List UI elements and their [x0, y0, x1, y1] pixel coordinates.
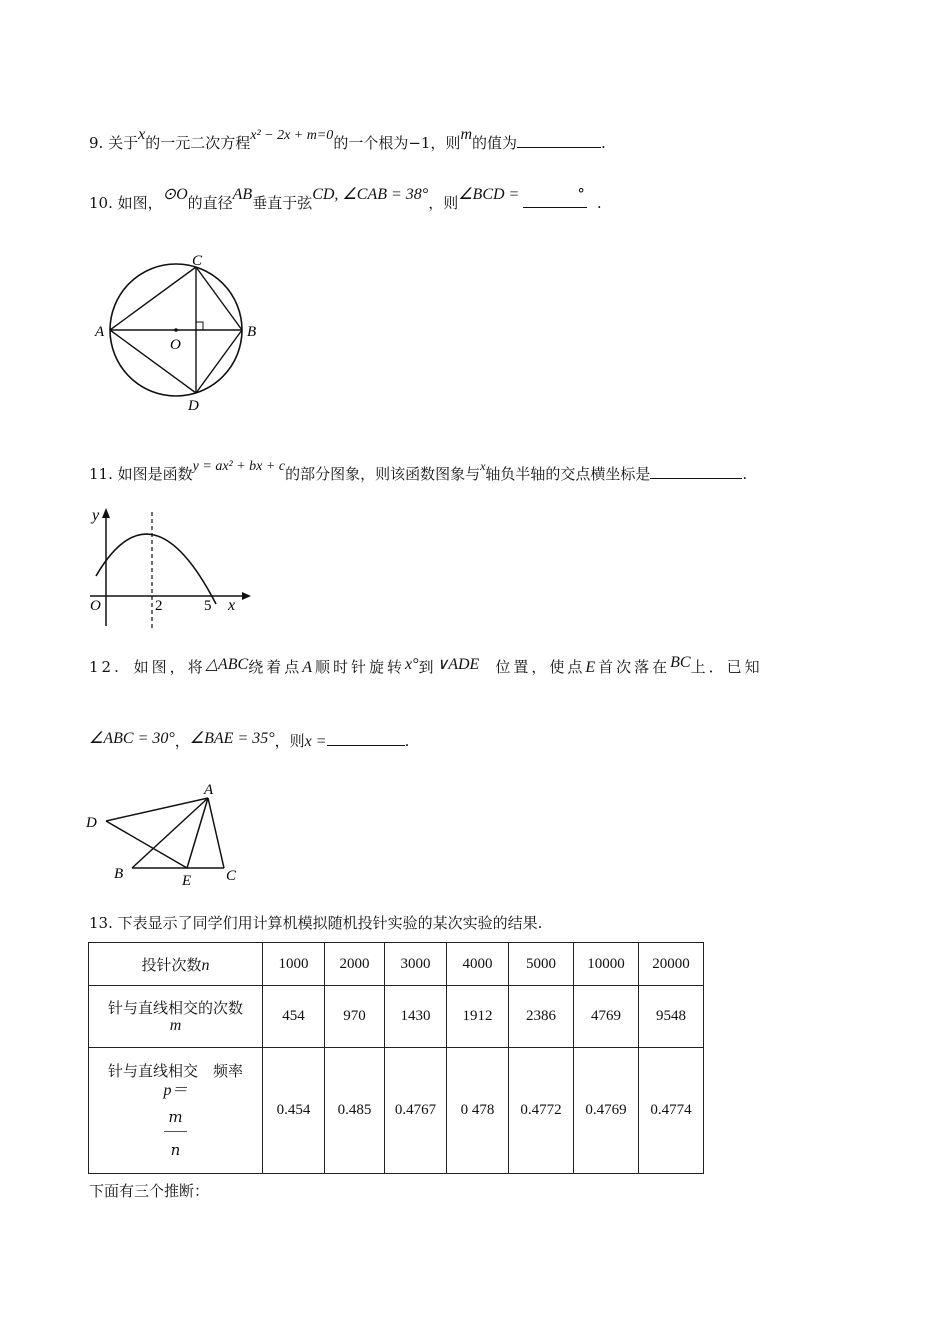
condition: CD, ∠CAB = 38° — [312, 186, 429, 203]
answer-blank — [650, 464, 742, 479]
table-cell: 4769 — [574, 986, 639, 1048]
question-13: 13. 下表显示了同学们用计算机模拟随机投针实验的某次实验的结果. — [89, 914, 543, 932]
var-m: m — [460, 126, 472, 143]
question-12-conditions: ∠ABC = 30°，∠BAE = 35°，则x = . — [89, 730, 410, 750]
equation: x² − 2x + m=0 — [250, 128, 334, 143]
angle-x: x° — [405, 656, 419, 673]
header-n: 投针次数n — [89, 943, 263, 986]
answer-blank — [517, 133, 601, 148]
table-row-p — [89, 1048, 704, 1174]
q13-number: 13. — [89, 914, 113, 932]
axis-y-label: y — [92, 507, 100, 524]
fraction-m-over-n: $\frac{m}{n}$ — [164, 1107, 186, 1160]
label-c: C — [192, 253, 203, 269]
table-row-m — [89, 986, 704, 1048]
circle-o: ⊙O — [162, 186, 188, 203]
triangle-abc: △ABC — [205, 656, 249, 673]
q10-number: 10. — [89, 194, 113, 212]
answer-blank — [327, 731, 405, 746]
table-cell: 970 — [325, 986, 385, 1048]
label-a: A — [204, 782, 214, 798]
table-cell: 0.4772 — [509, 1048, 574, 1174]
label-c: C — [226, 868, 237, 884]
origin-label: O — [90, 598, 101, 614]
table-cell: 454 — [263, 986, 325, 1048]
table-cell: 20000 — [639, 943, 704, 986]
table-cell: 10000 — [574, 943, 639, 986]
q11-number: 11. — [89, 465, 113, 483]
table-cell: 0.485 — [325, 1048, 385, 1174]
table-cell: 0.4774 — [639, 1048, 704, 1174]
table-cell: 4000 — [447, 943, 509, 986]
header-m: 针与直线相交的次数 m — [89, 986, 263, 1048]
table-cell: 2000 — [325, 943, 385, 986]
table-cell: 0 478 — [447, 1048, 509, 1174]
tick-5: 5 — [204, 598, 212, 614]
label-b: B — [247, 324, 257, 340]
segment-bc: BC — [670, 654, 691, 671]
var-x: x — [138, 126, 146, 143]
q9-number: 9. — [89, 134, 104, 152]
table-cell: 3000 — [385, 943, 447, 986]
table-cell: 0.454 — [263, 1048, 325, 1174]
label-o: O — [170, 337, 181, 353]
question-11: 11. 如图是函数y = ax² + bx + c的部分图象，则该函数图象与$^x$轴负半轴的交点横坐标是 . — [89, 459, 748, 483]
label-a: A — [95, 324, 105, 340]
inference-intro: 下面有三个推断： — [89, 1182, 210, 1200]
triangle-ade: ∨ADE — [436, 656, 480, 673]
question-10: 10. 如图，⊙O的直径AB垂直于弦CD, ∠CAB = 38°，则∠BCD = ° . — [89, 185, 602, 212]
tick-2: 2 — [155, 598, 163, 614]
figure-parabola — [86, 504, 256, 630]
function: y = ax² + bx + c — [192, 459, 286, 474]
header-p: 针与直线相交 频率 p＝ $\frac{m}{n}$ — [89, 1048, 263, 1174]
label-e: E — [182, 873, 192, 889]
question-12: 12. 如图，将△ABC绕着点A顺时针旋转x°到∨ADE 位置，使点E首次落在BC上．已知 — [89, 654, 763, 676]
table-row-n — [89, 943, 704, 986]
figure-triangles — [84, 778, 254, 890]
table-cell: 0.4767 — [385, 1048, 447, 1174]
table-cell: 9548 — [639, 986, 704, 1048]
condition-bae: ∠BAE = 35° — [189, 730, 275, 747]
table-cell: 1430 — [385, 986, 447, 1048]
label-d: D — [188, 398, 199, 414]
ask-angle: ∠BCD = — [458, 186, 520, 203]
axis-x-label: x — [228, 597, 236, 614]
label-d: D — [86, 815, 97, 831]
figure-circle — [90, 248, 270, 418]
experiment-table — [88, 942, 704, 1174]
var-x: x — [480, 459, 486, 473]
table-cell: 0.4769 — [574, 1048, 639, 1174]
table-cell: 2386 — [509, 986, 574, 1048]
ask-x: x = — [304, 733, 327, 750]
question-9: 9. 关于x的一元二次方程x² − 2x + m=0的一个根为−1，则m的值为 . — [89, 126, 606, 152]
condition-abc: ∠ABC = 30° — [89, 730, 175, 747]
table-cell: 1912 — [447, 986, 509, 1048]
label-b: B — [114, 866, 124, 882]
diameter-ab: AB — [232, 186, 253, 203]
table-cell: 5000 — [509, 943, 574, 986]
q12-number: 12. — [89, 658, 122, 676]
table-cell: 1000 — [263, 943, 325, 986]
